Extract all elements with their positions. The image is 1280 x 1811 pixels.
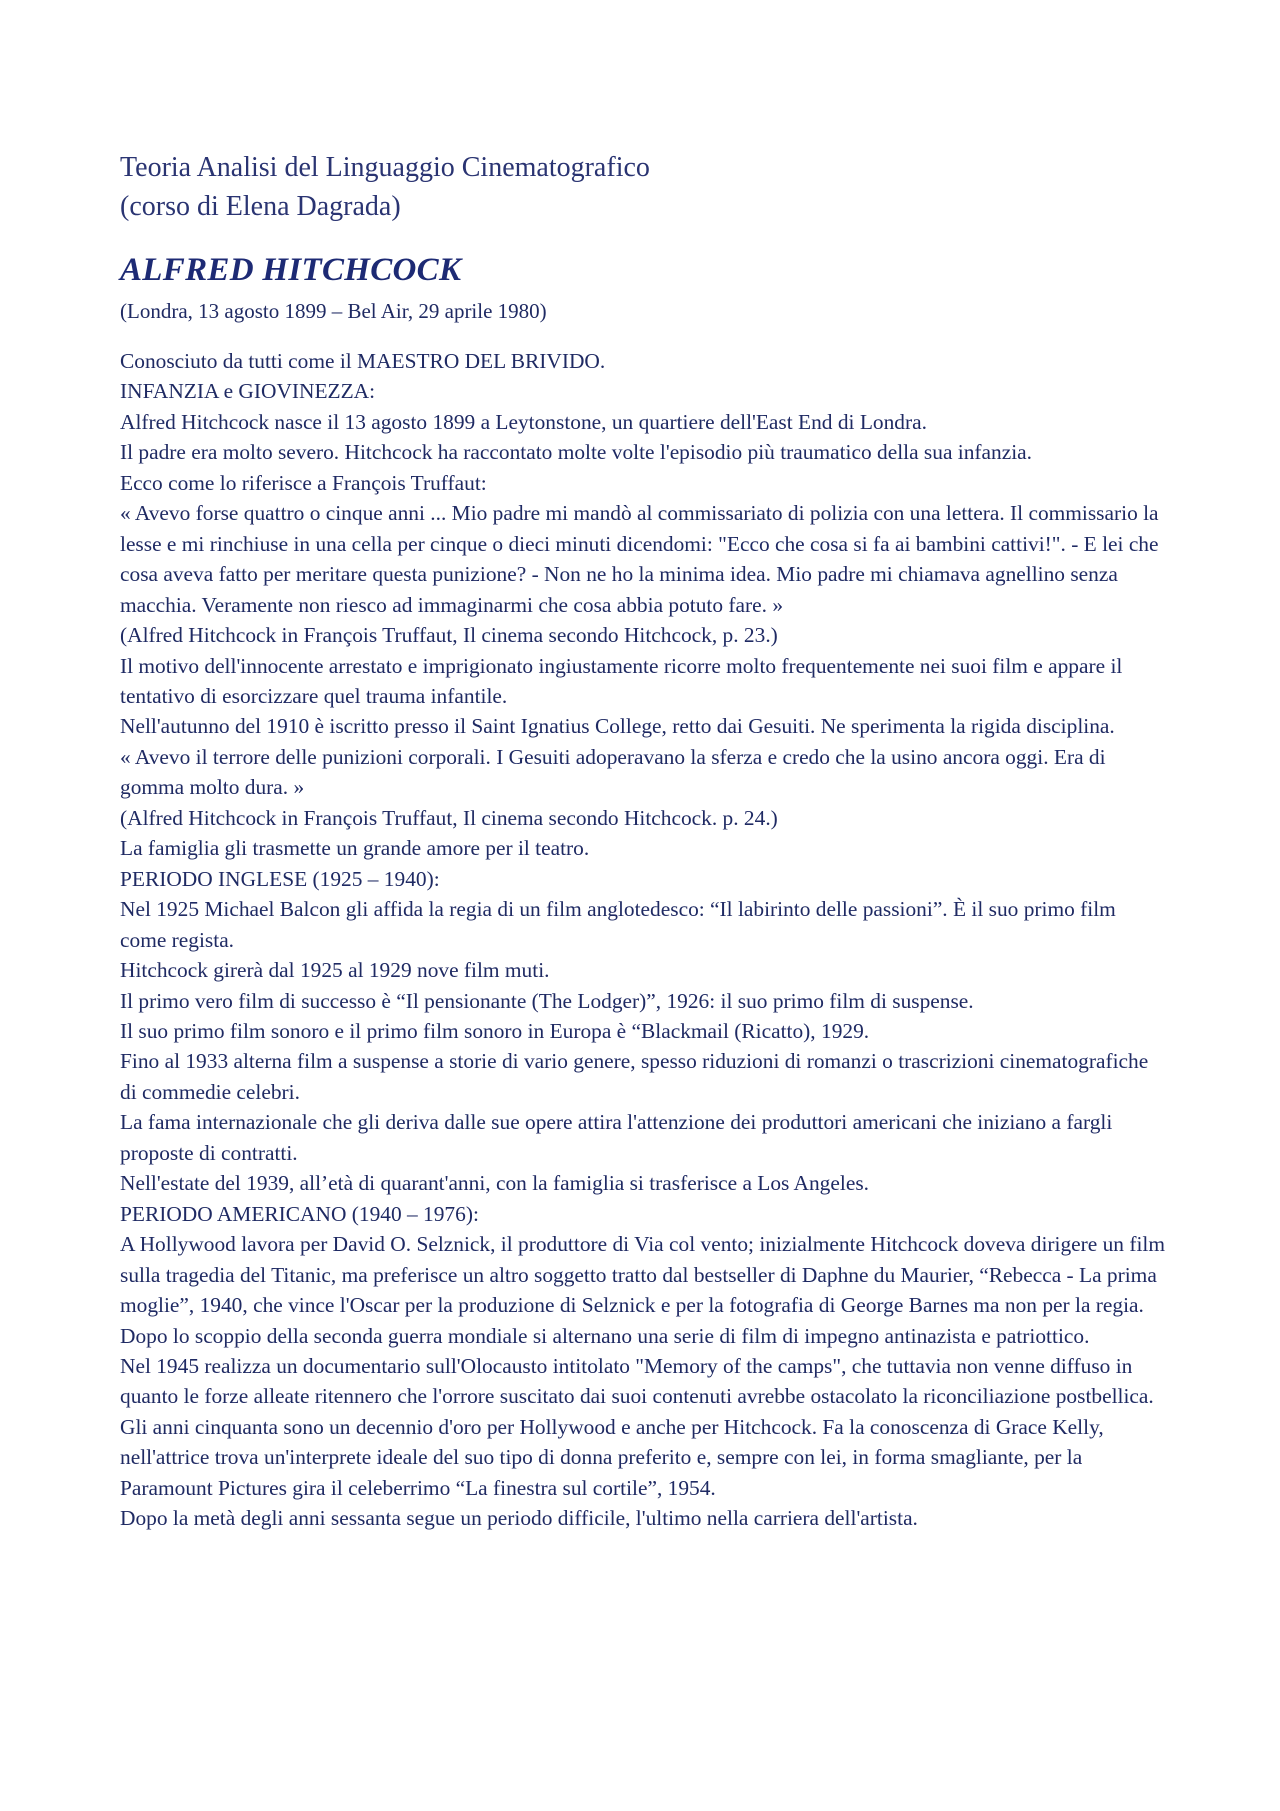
paragraph: Fino al 1933 alterna film a suspense a storie di vario genere, spesso riduzioni di romanzi o trascrizioni cinematografiche di commedie celebri. — [120, 1049, 1149, 1104]
document-body — [120, 346, 1165, 1534]
quote: « Avevo forse quattro o cinque anni ... Mio padre mi mandò al commissariato di polizia con una lettera. Il commissario la lesse e mi rinchiuse in una cella per cinque o dieci minuti dicendomi: "Ecco che cosa si fa ai bambini cattivi!". - E lei che cosa aveva fatto per meritare questa punizione? - Non ne ho la minima idea. Mio padre mi chiamava agnellino senza macchia. Veramente non riesco ad immaginarmi che cosa abbia potuto fare. » — [120, 501, 1159, 617]
citation: (Alfred Hitchcock in François Truffaut, Il cinema secondo Hitchcock, p. 23.) — [120, 623, 778, 648]
paragraph: Il primo vero film di successo è “Il pensionante (The Lodger)”, 1926: il suo primo film di suspense. — [120, 988, 974, 1013]
paragraph: Ecco come lo riferisce a François Truffaut: — [120, 470, 487, 495]
paragraph: Il suo primo film sonoro e il primo film sonoro in Europa è “Blackmail (Ricatto), 1929. — [120, 1018, 870, 1043]
paragraph: Dopo lo scoppio della seconda guerra mondiale si alternano una serie di film di impegno antinazista e patriottico. — [120, 1323, 1090, 1348]
paragraph: Il motivo dell'innocente arrestato e imprigionato ingiustamente ricorre molto frequentemente nei suoi film e appare il tentativo di esorcizzare quel trauma infantile. — [120, 653, 1123, 708]
paragraph: Nel 1945 realizza un documentario sull'Olocausto intitolato "Memory of the camps", che tuttavia non venne diffuso in quanto le forze alleate ritennero che l'orrore suscitato dai suoi contenuti avrebbe ostacolato la riconciliazione postbellica. — [120, 1353, 1154, 1409]
paragraph: Gli anni cinquanta sono un decennio d'oro per Hollywood e anche per Hitchcock. Fa la conoscenza di Grace Kelly, nell'attrice trova un'interprete ideale del suo tipo di donna preferito e, sempre con lei, in forma smagliante, per la Paramount Pictures gira il celeberrimo “La finestra sul cortile”, 1954. — [120, 1414, 1104, 1500]
paragraph: La famiglia gli trasmette un grande amore per il teatro. — [120, 836, 590, 861]
course-title: Teoria Analisi del Linguaggio Cinematografico — [120, 152, 650, 183]
paragraph: Hitchcock girerà dal 1925 al 1929 nove film muti. — [120, 958, 550, 983]
course-teacher: (corso di Elena Dagrada) — [120, 191, 401, 222]
section-heading: PERIODO AMERICANO (1940 – 1976): — [120, 1201, 479, 1226]
page-title: ALFRED HITCHCOCK — [120, 252, 462, 288]
life-span: (Londra, 13 agosto 1899 – Bel Air, 29 aprile 1980) — [120, 299, 547, 323]
course-header — [120, 148, 1160, 226]
paragraph: A Hollywood lavora per David O. Selznick, il produttore di Via col vento; inizialmente Hitchcock doveva dirigere un film sulla tragedia del Titanic, ma preferisce un altro soggetto tratto dal bestseller di Daphne du Maurier, “Rebecca - La prima moglie”, 1940, che vince l'Oscar per la produzione di Selznick e per la fotografia di George Barnes ma non per la regia. — [120, 1232, 1165, 1318]
paragraph: Conosciuto da tutti come il MAESTRO DEL BRIVIDO. — [120, 349, 606, 373]
paragraph: Nell'autunno del 1910 è iscritto presso il Saint Ignatius College, retto dai Gesuiti. Ne sperimenta la rigida disciplina. — [120, 714, 1115, 739]
paragraph: Il padre era molto severo. Hitchcock ha raccontato molte volte l'episodio più traumatico della sua infanzia. — [120, 440, 1033, 465]
paragraph: La fama internazionale che gli deriva dalle sue opere attira l'attenzione dei produttori americani che iniziano a fargli proposte di contratti. — [120, 1110, 1113, 1165]
paragraph: Alfred Hitchcock nasce il 13 agosto 1899 a Leytonstone, un quartiere dell'East End di Londra. — [120, 409, 927, 434]
section-heading: INFANZIA e GIOVINEZZA: — [120, 379, 376, 404]
quote: « Avevo il terrore delle punizioni corporali. I Gesuiti adoperavano la sferza e credo che la usino ancora oggi. Era di gomma molto dura. » — [120, 744, 1106, 800]
paragraph: Nell'estate del 1939, all’età di quarant'anni, con la famiglia si trasferisce a Los Angeles. — [120, 1171, 869, 1196]
section-heading: PERIODO INGLESE (1925 – 1940): — [120, 866, 440, 891]
citation: (Alfred Hitchcock in François Truffaut, Il cinema secondo Hitchcock. p. 24.) — [120, 805, 778, 830]
paragraph: Nel 1925 Michael Balcon gli affida la regia di un film anglotedesco: “Il labirinto delle passioni”. È il suo primo film come regista. — [120, 897, 1116, 952]
paragraph: Dopo la metà degli anni sessanta segue un periodo difficile, l'ultimo nella carriera dell'artista. — [120, 1506, 918, 1531]
